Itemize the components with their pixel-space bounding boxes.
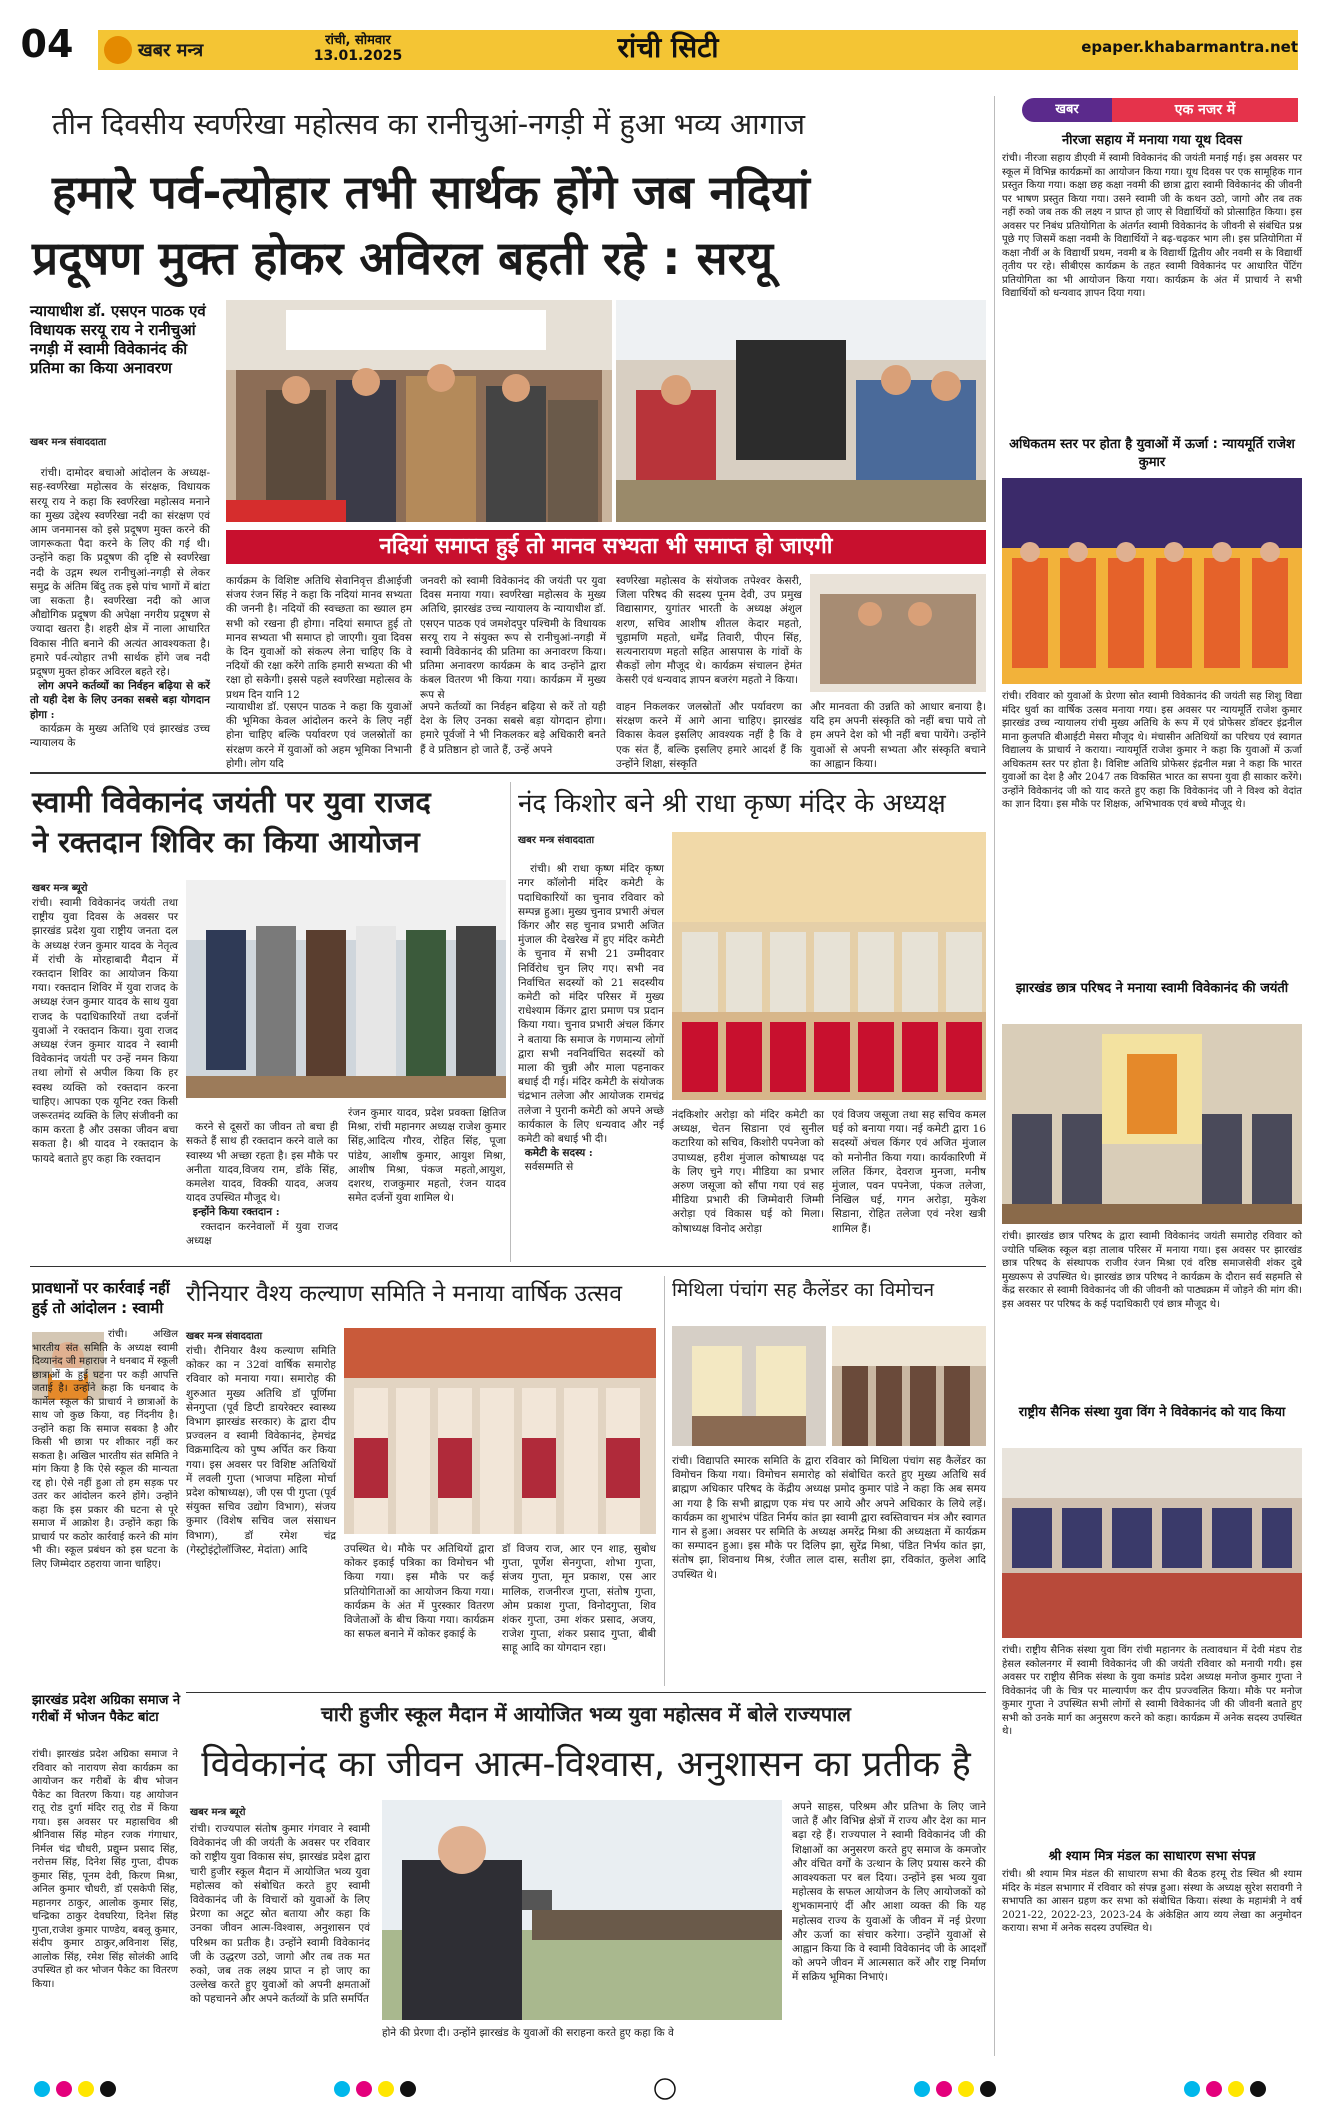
vaishya-col-2: उपस्थित थे। मौके पर अतिथियों द्वारा कोकर इकाई पत्रिका का विमोचन भी किया गया। इस मौके पर कई प्रतियोगिताओं का आयोजन किया गया। कार्यक्रम के अंत में पुरस्कार वितरण विजेताओं के बीच किया गया। कार्यक्रम का सफल बनाने में कोकर इकाई के xyxy=(344,1543,498,1641)
registration-dot xyxy=(936,2081,952,2097)
registration-dot xyxy=(100,2081,116,2097)
masthead xyxy=(18,16,1306,80)
temple-col-1-subhead: कमेटी के सदस्य : xyxy=(524,1147,593,1160)
vivekanand-byline: खबर मन्त्र ब्यूरो xyxy=(190,1807,246,1818)
temple-col-1 xyxy=(518,848,668,1260)
sidebar-story-1-head: नीरजा सहाय में मनाया गया यूथ दिवस xyxy=(1061,133,1243,148)
vivekanand-col-3: अपने साहस, परिश्रम और प्रतिभा के लिए जाने जाते हैं और विभिन्न क्षेत्रों में राज्य और देश का मान बढ़ा रहे हैं। राज्यपाल ने स्वामी विवेकानंद जी की शिक्षाओं का अनुसरण करते हुए समाज के कमजोर और वंचित वर्गों के उत्थान के लिए प्रयास करने की आवश्यकता पर बल दिया। उन्होंने इस भव्य युवा महोत्सव के सफल आयोजन के लिए आयोजकों को शुभकामनाएं दीं और आशा व्यक्त की कि यह महोत्सव राज्य के युवाओं के जीवन में नई प्रेरणा और ऊर्जा का संचार करेगा। उन्होंने युवाओं से आह्वान किया कि वे स्वामी विवेकानंद जी के आदर्शों को अपने जीवन में आत्मसात करें और राष्ट्र निर्माण में सक्रिय भूमिका निभाएं। xyxy=(792,1801,990,1984)
temple-col-1-text: रांची। श्री राधा कृष्ण मंदिर कृष्ण नगर कॉलोनी मंदिर कमेटी के पदाधिकारियों का चुनाव रविवार को सम्पन्न हुआ। मुख्य चुनाव प्रभारी अंचल किंगर और सह चुनाव प्रभारी अजित मुंजाल की देखरेख में हुए मंदिर कमेटी के चुनाव में सभी 21 उम्मीदवार निर्विरोध चुन लिए गए। सभी नव निर्वाचित सदस्यों को 21 सदस्यीय कमेटी को मंदिर परिसर में मुख्य राधेश्याम किंगर द्वारा प्रमाण पत्र प्रदान किया गया। चुनाव प्रभारी अंचल किंगर ने बताया कि समाज के गणमान्य लोगों द्वारा सभी नवनिर्वाचित सदस्यों को माला की चुन्नी और माला पहनाकर बधाई दी गई। मंदिर कमेटी के संयोजक चंद्रभान तलेजा और आयोजक रामचंद्र तलेजा ने पुरानी कमेटी को अपने अच्छे कार्यकाल के लिए धन्यवाद और नई कमेटी को बधाई भी दी। xyxy=(518,863,668,1146)
sidebar-story-5-head: श्री श्याम मित्र मंडल का साधारण सभा संपन्न xyxy=(1048,1849,1256,1864)
sidebar-story-1-text: रांची। नीरजा सहाय डीएवी में स्वामी विवेकानंद की जयंती मनाई गई। इस अवसर पर स्कूल में विभिन्न कार्यक्रमों का आयोजन किया गया। यूथ दिवस पर एक सामूहिक गान प्रस्तुत किया गया। कक्षा छह कक्षा नवमी की छात्रा द्वारा स्वामी विवेकानंद की जीवनी पर भाषण प्रस्तुत किया गया। उसने स्वामी जी के कथन उठो, जागो और तब तक नहीं रुको जब तक की लक्ष्य न प्राप्त हो जाए से विद्यार्थियों को प्रोत्साहित किया। इस अवसर पर निबंध प्रतियोगिता के अंतर्गत स्वामी विवेकानंद के जीवनी से संबंधित प्रश्न पूछे गए जिसमें कक्षा नवमी के विद्यार्थियों ने बढ़-चढ़कर भाग ली। इस प्रतियोगिता में कक्षा नौवीं अ के विद्यार्थी प्रथम, नवमी ब के विद्यार्थी द्वितीय और नवमी स के विद्यार्थी तृतीय पर रहे। सीबीएस कार्यक्रम के तहत स्वामी विवेकानंद पर आधारित पेंटिंग प्रतियोगिता का भी आयोजन किया गया। कार्यक्रम के अंत में प्राचार्य ने सभी विद्यार्थियों को धन्यवाद ज्ञापन दिया गया। xyxy=(1002,153,1306,299)
temple-headline: नंद किशोर बने श्री राधा कृष्ण मंदिर के अध्यक्ष xyxy=(518,789,946,819)
vivekanand-headline: विवेकानंद का जीवन आत्म-विश्वास, अनुशासन का प्रतीक है xyxy=(201,1744,971,1785)
footer-registration-marks xyxy=(30,2076,1300,2102)
sidebar-tag-left-box xyxy=(1022,98,1112,122)
registration-dot xyxy=(980,2081,996,2097)
temple-photo xyxy=(672,832,986,1100)
page-number: 04 xyxy=(20,22,74,66)
main-photo-small xyxy=(810,574,986,692)
registration-dot xyxy=(334,2081,350,2097)
divider-mid xyxy=(30,1266,986,1267)
vaishya-byline: खबर मन्त्र संवाददाता xyxy=(186,1331,263,1342)
vaishya-col-3: डॉ विजय राज, आर एन शाह, सुबोध गुप्ता, पूर्णेश सेनगुप्ता, शोभा गुप्ता, संजय गुप्ता, मून प्रकाश, एस आर मालिक, राजनीरज गुप्ता, संतोष गुप्ता, ओम प्रकाश गुप्ता, विनोदगुप्ता, शिव शंकर गुप्ता, उमा शंकर प्रसाद, अजय, राजेश गुप्ता, शंकर प्रसाद गुप्ता, बीबी साहू आदि का योगदान रहा। xyxy=(502,1543,660,1655)
protest-headline: प्रावधानों पर कार्रवाई नहीं हुई तो आंदोलन : स्वामी xyxy=(32,1279,170,1317)
protest-col-1: रांची। अखिल भारतीय संत समिति के अध्यक्ष स्वामी दिव्यानंद जी महाराज ने धनबाद में स्कूली छात्राओं के हुई घटना पर कड़ी आपत्ति जताई है। उन्होंने कहा कि धनबाद के कार्मेल स्कूल की प्राचार्य ने छात्राओं के साथ जो कुछ किया, वह निंदनीय है। उन्होंने कहा कि समाज सबका है और किसी भी छात्रा पर शीकार नहीं कर सकता है। अखिल भारतीय संत समिति ने मांग किया है कि ऐसे स्कूल की मान्यता रद्द हो। ऐसे नहीं हुआ तो हम सड़क पर उतर कर आंदोलन करने होंगे। उन्होंने कहा कि इस प्रकार की घटना से पूरे समाज में आक्रोश है। उन्होंने कहा कि प्राचार्य पर कठोर कार्रवाई करने की मांग भी की। स्कूल प्रबंधन को इस घटना के लिए जिम्मेदार ठहराया जाना चाहिए। xyxy=(32,1329,182,1570)
registration-dot xyxy=(56,2081,72,2097)
main-col-2: कार्यक्रम के विशिष्ट अतिथि सेवानिवृत्त डीआईजी संजय रंजन सिंह ने कहा कि नदियां मानव सभ्यता की जननी है। नदियों की स्वच्छता का ख्याल हम सभी को रखना ही होगा। नदियां समाप्त हुई तो मानव सभ्यता भी समाप्त हो जाएगी। युवा दिवस के दिन युवाओं को संकल्प लेना चाहिए कि वे नदियों की रक्षा करेंगे ताकि हमारी सभ्यता की भी रक्षा हो सकेगी। इससे पहले स्वर्णरेखा महोत्सव के प्रथम दिन यानि 12 xyxy=(226,575,416,701)
sidebar-story-3-text: रांची। झारखंड छात्र परिषद के द्वारा स्वामी विवेकानंद जयंती समारोह रविवार को ज्योति पब्लिक स्कूल बड़ा तालाब परिसर में मनाया गया। इस अवसर पर झारखंड छात्र परिषद के संस्थापक राजीव रंजन मिश्रा एवं वरिष्ठ समाजसेवी शंकर दुबे मुख्यरूप से उपस्थित थे। झारखंड छात्र परिषद ने कार्यक्रम के दौरान सर्व सहमति से केंद्र सरकार से स्वामी विवेकानंद जी की जीवनी को पाठ्यक्रम में जोड़ने की मांग की। इस अवसर पर परिषद के कई पदाधिकारी एवं छात्र मौजूद थे। xyxy=(1002,1231,1306,1310)
registration-dot xyxy=(1228,2081,1244,2097)
site-url[interactable]: epaper.khabarmantra.net xyxy=(1081,38,1298,56)
divider-main-sidebar xyxy=(994,96,995,2056)
sidebar-story-2-head: अधिकतम स्तर पर होता है युवाओं में ऊर्जा : न्यायमूर्ति राजेश कुमार xyxy=(1009,437,1295,470)
blood-col-3: रंजन कुमार यादव, प्रदेश प्रवक्ता क्षितिज मिश्रा, रांची महानगर अध्यक्ष राजेश कुमार सिंह,आदित्य गौरव, रोहित सिंह, पूजा पांडेय, आशीष कुमार, आयुश मिश्रा, आशीष मिश्रा, पंकज महतो,आयुश, दशरथ, राजकुमार महतो, रंजन यादव समेत दर्जनों युवा शामिल थे। xyxy=(348,1107,510,1205)
blood-col-2 xyxy=(186,1106,342,1258)
temple-col-2: नंदकिशोर अरोड़ा को मंदिर कमेटी का अध्यक्ष, चेतन सिडाना एवं सुनील कटारिया को सचिव, किशोरी पपनेजा को उपाध्यक्ष, हरीश मुंजाल कोषाध्यक्ष पद के लिए चुने गए। मीडिया का प्रभार अरुण जसूजा को सौंपा गया एवं सह मीडिया प्रभारी की जिम्मेवारी जिम्मी अरोड़ा एवं विकास घई को मिला। कोषाध्यक्ष विनोद अरोड़ा xyxy=(672,1109,828,1235)
registration-dot xyxy=(958,2081,974,2097)
sidebar-story-4-head: राष्ट्रीय सैनिक संस्था युवा विंग ने विवेकानंद को याद किया xyxy=(1018,1405,1286,1420)
main-photo-gathering xyxy=(616,300,986,522)
main-col-5: न्यायाधीश डॉ. एसएन पाठक ने कहा कि युवाओं की भूमिका केवल आंदोलन करने के लिए नहीं होना चाहिए बल्कि पर्यावरण एवं जलस्रोतों का संरक्षण करने में युवाओं को अहम भूमिका निभानी होगी। लोग यदि xyxy=(226,701,416,770)
main-col-1-text: रांची। दामोदर बचाओ आंदोलन के अध्यक्ष-सह-स्वर्णरेखा महोत्सव के संरक्षक, विधायक सरयू राय ने कहा कि स्वर्णरेखा महोत्सव मनाने का मुख्य उद्देश्य स्वर्णरेखा नदी का संरक्षण एवं आम जनमानस को इसे प्रदूषण मुक्त करने की जागरूकता पैदा करने के लिए की गई थी। उन्होंने कहा कि प्रदूषण की दृष्टि से स्वर्णरेखा नदी के उद्गम स्थल रानीचुआं-नगड़ी से लेकर समुद्र के अंतिम बिंदु तक इसे पांच भागों में बांटा जा सकता है। स्वर्णरेखा नदी को आज औद्योगिक प्रदूषण की अपेक्षा नगरीय प्रदूषण से ज्यादा खतरा है। शहरी क्षेत्र में नाला आधारित विकास नीति बनाने की अत्यंत आवश्यकता है। हमारे पर्व-त्योहार तभी सार्थक होंगे जब नदी प्रदूषण मुक्त होकर अविरल बहते रहे। xyxy=(30,467,214,679)
divider-blood-temple xyxy=(510,782,511,1262)
section-name: रांची सिटी xyxy=(617,31,719,64)
vaishya-col-1: रांची। रौनियार वैश्य कल्याण समिति कोकर का न 32वां वार्षिक समारोह रविवार को मनाया गया। समारोह की शुरुआत मुख्य अतिथि डॉ पूर्णिमा सेनगुप्ता (पूर्व डिप्टी डायरेक्टर स्वास्थ्य विभाग झारखंड सरकार) के द्वारा दीप प्रज्वलन व स्वामी विवेकानंद, हेमचंद्र विक्रमादित्य को पुष्प अर्पित कर किया गया। इस अवसर पर विशिष्ट अतिथियों में लवली गुप्ता (भाजपा महिला मोर्चा प्रदेश कोषाध्यक्ष), जी एस पी गुप्ता (पूर्व संयुक्त सचिव उद्योग विभाग), संजय कुमार (विशेष सचिव जल संसाधन विभाग), डॉ रमेश चंद्र (गेस्ट्रोइंट्रोलॉजिस्ट, मेदांता) आदि xyxy=(186,1345,340,1556)
divider-main-bottom xyxy=(30,772,986,774)
main-photo-statue-unveiling xyxy=(226,300,612,522)
main-deck: न्यायाधीश डॉ. एसएन पाठक एवं विधायक सरयू राय ने रानीचुआं नगड़ी में स्वामी विवेकानंद की प्रतिमा का किया अनावरण xyxy=(30,302,206,377)
main-col-1-tail: कार्यक्रम के मुख्य अतिथि एवं झारखंड उच्च न्यायालय के xyxy=(30,722,214,750)
sidebar-photo-students xyxy=(1002,1024,1302,1224)
registration-dot xyxy=(1250,2081,1266,2097)
temple-byline: खबर मन्त्र संवाददाता xyxy=(518,835,595,846)
mithila-col-1: रांची। विद्यापति स्मारक समिति के द्वारा रविवार को मिथिला पंचांग सह कैलेंडर का विमोचन किया गया। विमोचन समारोह को संबोधित करते हुए मुख्य अतिथि सर्व ब्राह्मण अधिकार परिषद के केंद्रीय अध्यक्ष प्रमोद कुमार पांडे ने कहा कि अब समय आ गया है कि सभी ब्राह्मण एक मंच पर आये और अपने अधिकार के लिये लड़ें। कार्यक्रम का शुभारंभ पंडित निर्मय कांत झा स्वामी द्वारा स्वस्तिवाचन मंत्र और स्वागत गान से हुआ। अवसर पर समिति के अध्यक्ष अमरेंद्र मिश्रा की अध्यक्षता में कार्यक्रम का सम्पादन हुआ। इस मौके पर दिलिप झा, सुरेंद्र मिश्रा, पंडित निर्भय कांत झा, संतोष झा, शिवनाथ मिश्र, रंजीत लाल दास, सतीश झा, रविकांत, कुलेश आदि उपस्थित थे। xyxy=(672,1455,990,1581)
vivekanand-kicker: चारी हुजीर स्कूल मैदान में आयोजित भव्य युवा महोत्सव में बोले राज्यपाल xyxy=(321,1702,851,1726)
sidebar-story-5-text: रांची। श्री श्याम मित्र मंडल की साधारण सभा की बैठक हरमू रोड स्थित श्री श्याम मंदिर के मंडल सभागार में रविवार को संपन्न हुआ। संस्था के अध्यक्ष सुरेश सरावगी ने सभापति का आसन ग्रहण कर सभा को संबोधित किया। संस्था के महामंत्री ने वर्ष 2021-22, 2022-23, 2023-24 के अंकेक्षित आय व्यय लेखा का अनुमोदन कराया। सभा में अनेक सदस्य उपस्थित थे। xyxy=(1002,1869,1306,1934)
main-col-8: और मानवता की उन्नति को आधार बनाया है। यदि हम अपनी संस्कृति को नहीं बचा पाये तो हम अपने देश को भी नहीं बचा पायेंगे। उन्होंने युवाओं से अपनी सभ्यता और संस्कृति बचाने का आह्वान किया। xyxy=(810,701,990,770)
sidebar-header xyxy=(1002,96,1302,126)
brand-logo xyxy=(104,32,274,68)
main-banner-text: नदियां समाप्त हुई तो मानव सभ्यता भी समाप्त हो जाएगी xyxy=(379,534,833,559)
blood-headline-2: ने रक्तदान शिविर का किया आयोजन xyxy=(32,825,420,859)
main-col-1-subhead: लोग अपने कर्तव्यों का निर्वहन बढ़िया से करें तो यही देश के लिए उनका सबसे बड़ा योगदान होगा : xyxy=(30,680,214,721)
main-kicker: तीन दिवसीय स्वर्णरेखा महोत्सव का रानीचुआं-नगड़ी में हुआ भव्य आगाज xyxy=(52,107,806,141)
temple-col-3: एवं विजय जसूजा तथा सह सचिव कमल घई को बनाया गया। नई कमेटी द्वारा 16 सदस्यों अंचल किंगर एवं अजित मुंजाल को मनोनीत किया गया। कार्यकारिणी में ललित किंगर, देवराज मुनजा, मनीष मुंजाल, पवन पपनेजा, पंकज तलेजा, निखिल घई, गगन अरोड़ा, मुकेश सिडाना, रोहित तलेजा एवं नरेश खत्री शामिल हैं। xyxy=(832,1109,990,1235)
divider-vaishya-mithila xyxy=(664,1276,665,1686)
divider-lower xyxy=(186,1692,986,1693)
registration-dot xyxy=(34,2081,50,2097)
registration-dot xyxy=(914,2081,930,2097)
sidebar-tag-right-box xyxy=(1112,98,1298,122)
vivekanand-photo xyxy=(382,1800,782,2020)
main-byline: खबर मन्त्र संवाददाता xyxy=(30,437,107,448)
blood-headline-1: स्वामी विवेकानंद जयंती पर युवा राजद xyxy=(32,785,431,819)
main-headline-1: हमारे पर्व-त्योहार तभी सार्थक होंगे जब नदियां xyxy=(52,165,810,219)
sidebar-story-3-head: झारखंड छात्र परिषद ने मनाया स्वामी विवेकानंद की जयंती xyxy=(1015,981,1289,996)
vaishya-photo xyxy=(344,1328,656,1534)
blood-col-2-text: करने से दूसरों का जीवन तो बचा ही सकते हैं साथ ही रक्तदान करने वाले का स्वास्थ्य भी अच्छा रहता है। इस मौके पर अनीता यादव,विजय राम, डॉके सिंह, कमलेश यादव, विक्की यादव, अजय यादव उपस्थित मौजूद थे। xyxy=(186,1121,342,1205)
main-col-4: स्वर्णरेखा महोत्सव के संयोजक तपेश्वर केसरी, जिला परिषद की सदस्य पूनम देवी, उप प्रमुख विद्यासागर, युगांतर भारती के अध्यक्ष अंशुल शरण, सचिव आशीष शीतल केदार महतो, चुड़ामणि महतो, धर्मेंद्र तिवारी, पीएन सिंह, सत्यनारायण महतो सहित आसपास के गांवों के सैकड़ों लोग मौजूद थे। कार्यक्रम संचालन हेमंत केसरी एवं धन्यवाद ज्ञापन बजरंग महतो ने किया। xyxy=(616,575,806,687)
crosshair-mark xyxy=(655,2079,675,2099)
sidebar-tag-left: खबर xyxy=(1055,102,1079,117)
registration-dot xyxy=(1206,2081,1222,2097)
sidebar-photo-children xyxy=(1002,1448,1302,1638)
registration-dot xyxy=(400,2081,416,2097)
main-col-1 xyxy=(30,452,214,764)
blood-col-2-tail: रक्तदान करनेवालों में युवा राजद अध्यक्ष xyxy=(186,1220,342,1247)
temple-col-1-tail: सर्वसम्मति से xyxy=(524,1161,574,1174)
masthead-date-block xyxy=(288,30,428,70)
registration-dot xyxy=(78,2081,94,2097)
blood-byline: खबर मन्त्र ब्यूरो xyxy=(32,883,88,894)
main-col-6: अपने कर्तव्यों का निर्वहन बढ़िया से करें तो यही देश के लिए उनका सबसे बड़ा योगदान होगा। हमारे पूर्वजों ने भी निकलकर बड़े अधिकारी बनते हैं वे प्रतिष्ठान हो जाते हैं, उन्हें अपने xyxy=(420,701,610,756)
vivekanand-col-1: रांची। राज्यपाल संतोष कुमार गंगवार ने स्वामी विवेकानंद जी की जयंती के अवसर पर रविवार को राष्ट्रीय युवा विकास संघ, झारखंड प्रदेश द्वारा चारी हुजीर स्कूल मैदान में आयोजित भव्य युवा महोत्सव को संबोधित करते हुए स्वामी विवेकानंद जी के विचारों को युवाओं के लिए प्रेरणा का अटूट स्रोत बताया और कहा कि उनका जीवन आत्म-विश्वास, अनुशासन एवं परिश्रम का प्रतीक है। उन्होंने स्वामी विवेकानंद जी के उद्धरण उठो, जागो और तब तक मत रुको, जब तक लक्ष्य प्राप्त न हो जाए का उल्लेख करते हुए युवाओं को अपनी क्षमताओं को पहचानने और अपने कर्तव्यों के प्रति समर्पित xyxy=(190,1823,374,2006)
mithila-headline: मिथिला पंचांग सह कैलेंडर का विमोचन xyxy=(672,1279,935,1301)
registration-dot xyxy=(1184,2081,1200,2097)
mithila-photo-group xyxy=(832,1326,986,1446)
vivekanand-col-2: होने की प्रेरणा दी। उन्होंने झारखंड के युवाओं की सराहना करते हुए कहा कि वे xyxy=(382,2027,674,2039)
sidebar-story-2-text: रांची। रविवार को युवाओं के प्रेरणा स्रोत स्वामी विवेकानंद की जयंती सह शिशु विद्या मंदिर धुर्वा का वार्षिक उत्सव मनाया गया। इस अवसर पर न्यायमूर्ति राजेश कुमार झारखंड उच्च न्यायालय रांची मुख्य अतिथि के रूप में एवं प्रोफेसर डॉक्टर इंद्रनील माना कुलपति बीआईटी मेसरा मौजूद थे। मंचासीन अतिथियों का परिचय एवं स्वागत विद्यालय के प्राचार्य ने कराया। न्यायमूर्ति राजेश कुमार ने कहा कि युवाओं में ऊर्जा अधिकतम स्तर पर होता है। विशिष्ट अतिथि प्रोफेसर इंद्रनील मन्ना ने कहा कि भारत युवाओं का देश है और 2047 तक विकसित भारत का सपना युवा ही साकार करेंगे। उन्होंने विवेकानंद जी को याद करते हुए कहा कि विवेकानंद जी ने विश्व को वेदांत का ज्ञान दिया। इस मौके पर शिक्षक, अभिभावक एवं बच्चे मौजूद थे। xyxy=(1002,691,1306,810)
blood-photo xyxy=(186,880,506,1098)
main-col-3: जनवरी को स्वामी विवेकानंद की जयंती पर युवा दिवस मनाया गया। स्वर्णरेखा महोत्सव के मुख्य अतिथि, झारखंड उच्च न्यायालय के न्यायाधीश डॉ. एसएन पाठक एवं जमशेदपुर पश्चिमी के विधायक सरयू राय ने संयुक्त रूप से रानीचुआं-नगड़ी में स्वामी विवेकानंद की प्रतिमा का अनावरण किया। प्रतिमा अनावरण कार्यक्रम के बाद उन्होंने द्वारा कंबल वितरण भी किया गया। कार्यक्रम में मुख्य रूप से xyxy=(420,575,610,701)
ration-headline: झारखंड प्रदेश अग्रिका समाज ने गरीबों में भोजन पैकेट बांटा xyxy=(32,1693,181,1725)
sidebar-tag-right: एक नजर में xyxy=(1174,102,1236,118)
vaishya-headline: रौनियार वैश्य कल्याण समिति ने मनाया वार्षिक उत्सव xyxy=(186,1281,623,1307)
sidebar-photo-dance xyxy=(1002,478,1302,684)
masthead-date: 13.01.2025 xyxy=(313,48,403,64)
masthead-place: रांची, सोमवार xyxy=(325,33,391,48)
blood-col-1: रांची। स्वामी विवेकानंद जयंती तथा राष्ट्रीय युवा दिवस के अवसर पर झारखंड प्रदेश युवा राष्ट्रीय जनता दल के अध्यक्ष रंजन कुमार यादव के नेतृत्व में रांची के मोरहाबादी मैदान में रक्तदान शिविर का आयोजन किया गया। रक्तदान शिविर में युवा राजद के अध्यक्ष रंजन कुमार यादव के साथ युवा राजद के पदाधिकारियों तथा दर्जनों युवाओं ने रक्तदान किया। युवा राजद अध्यक्ष रंजन कुमार यादव ने स्वामी विवेकानंद जयंती पर उन्हें नमन किया तथा लोगों से अपील किया कि हर स्वस्थ व्यक्ति को रक्तदान करना चाहिए। आपका एक यूनिट रक्त किसी जरूरतमंद व्यक्ति के लिए संजीवनी का काम करता है और उसका जीवन बचा सकता है। श्री यादव ने रक्तदान के फायदे बताते हुए कहा कि रक्तदान xyxy=(32,897,182,1165)
registration-dot xyxy=(356,2081,372,2097)
logo-icon xyxy=(104,36,132,64)
footer-color-dots xyxy=(30,2076,1300,2102)
blood-col-2-subhead: इन्होंने किया रक्तदान : xyxy=(192,1206,280,1219)
mithila-photo-calendar xyxy=(672,1326,826,1446)
brand-name: खबर मन्त्र xyxy=(138,40,204,61)
sidebar-story-4-text: रांची। राष्ट्रीय सैनिक संस्था युवा विंग रांची महानगर के तत्वावधान में देवी मंडप रोड हेसल स्कोलनगर में स्वामी विवेकानंद जी की जयंती रविवार को मनायी गयी। इस अवसर पर राष्ट्रीय सैनिक संस्था के युवा कमांड प्रदेश अध्यक्ष मनोज कुमार गुप्ता ने विवेकानंद जी के चित्र पर माल्यार्पण कर दीप प्रज्ज्वलित किया। मौके पर मनोज कुमार गुप्ता ने उपस्थित सभी लोगों से स्वामी विवेकानंद जी की जीवनी बताते हुए सभी को उनके मार्ग का अनुसरण करने को कहा। कार्यक्रम में अनेक सदस्य उपस्थित थे। xyxy=(1002,1645,1306,1737)
main-banner xyxy=(226,530,986,564)
ration-col-1: रांची। झारखंड प्रदेश अग्रिका समाज ने रविवार को नारायण सेवा कार्यक्रम का आयोजन कर गरीबों के बीच भोजन पैकेट का वितरण किया। यह आयोजन रातू रोड दुर्गा मंदिर रातू रोड में किया गया। इस अवसर पर महासचिव श्री श्रीनिवास सिंह मोहन रजक गंगाधार, निर्मल चंद्र चौधरी, प्रद्युम्न प्रसाद सिंह, नरोत्तम सिंह, दिनेश सिंह गुप्ता, दीपक कुमार सिंह, पूनम देवी, किरण मिश्रा, अनिल कुमार चौधरी, डॉ एसकेपी सिंह, महानगर ठाकुर, आलोक कुमार सिंह, चन्द्रिका ठाकुर देवघरिया, दिनेश सिंह गुप्ता,राजेश कुमार पाण्डेय, बबलू कुमार, संदीप कुमार ठाकुर,अविनाश सिंह, आलोक सिंह, रमेश सिंह सोलंकी आदि उपस्थित हो कर भोजन पैकेट का वितरण किया। xyxy=(32,1749,182,1990)
registration-dot xyxy=(378,2081,394,2097)
main-headline-2: प्रदूषण मुक्त होकर अविरल बहती रहे : सरयू xyxy=(32,231,774,285)
main-col-7: वाहन निकलकर जलस्रोतों और पर्यावरण का संरक्षण करने में आगे आना चाहिए। झारखंड विकास केवल इसलिए आवश्यक नहीं है कि वे एक संत हैं, बल्कि इसलिए हमारे आदर्श हैं कि उन्होंने शिक्षा, संस्कृति xyxy=(616,701,806,770)
